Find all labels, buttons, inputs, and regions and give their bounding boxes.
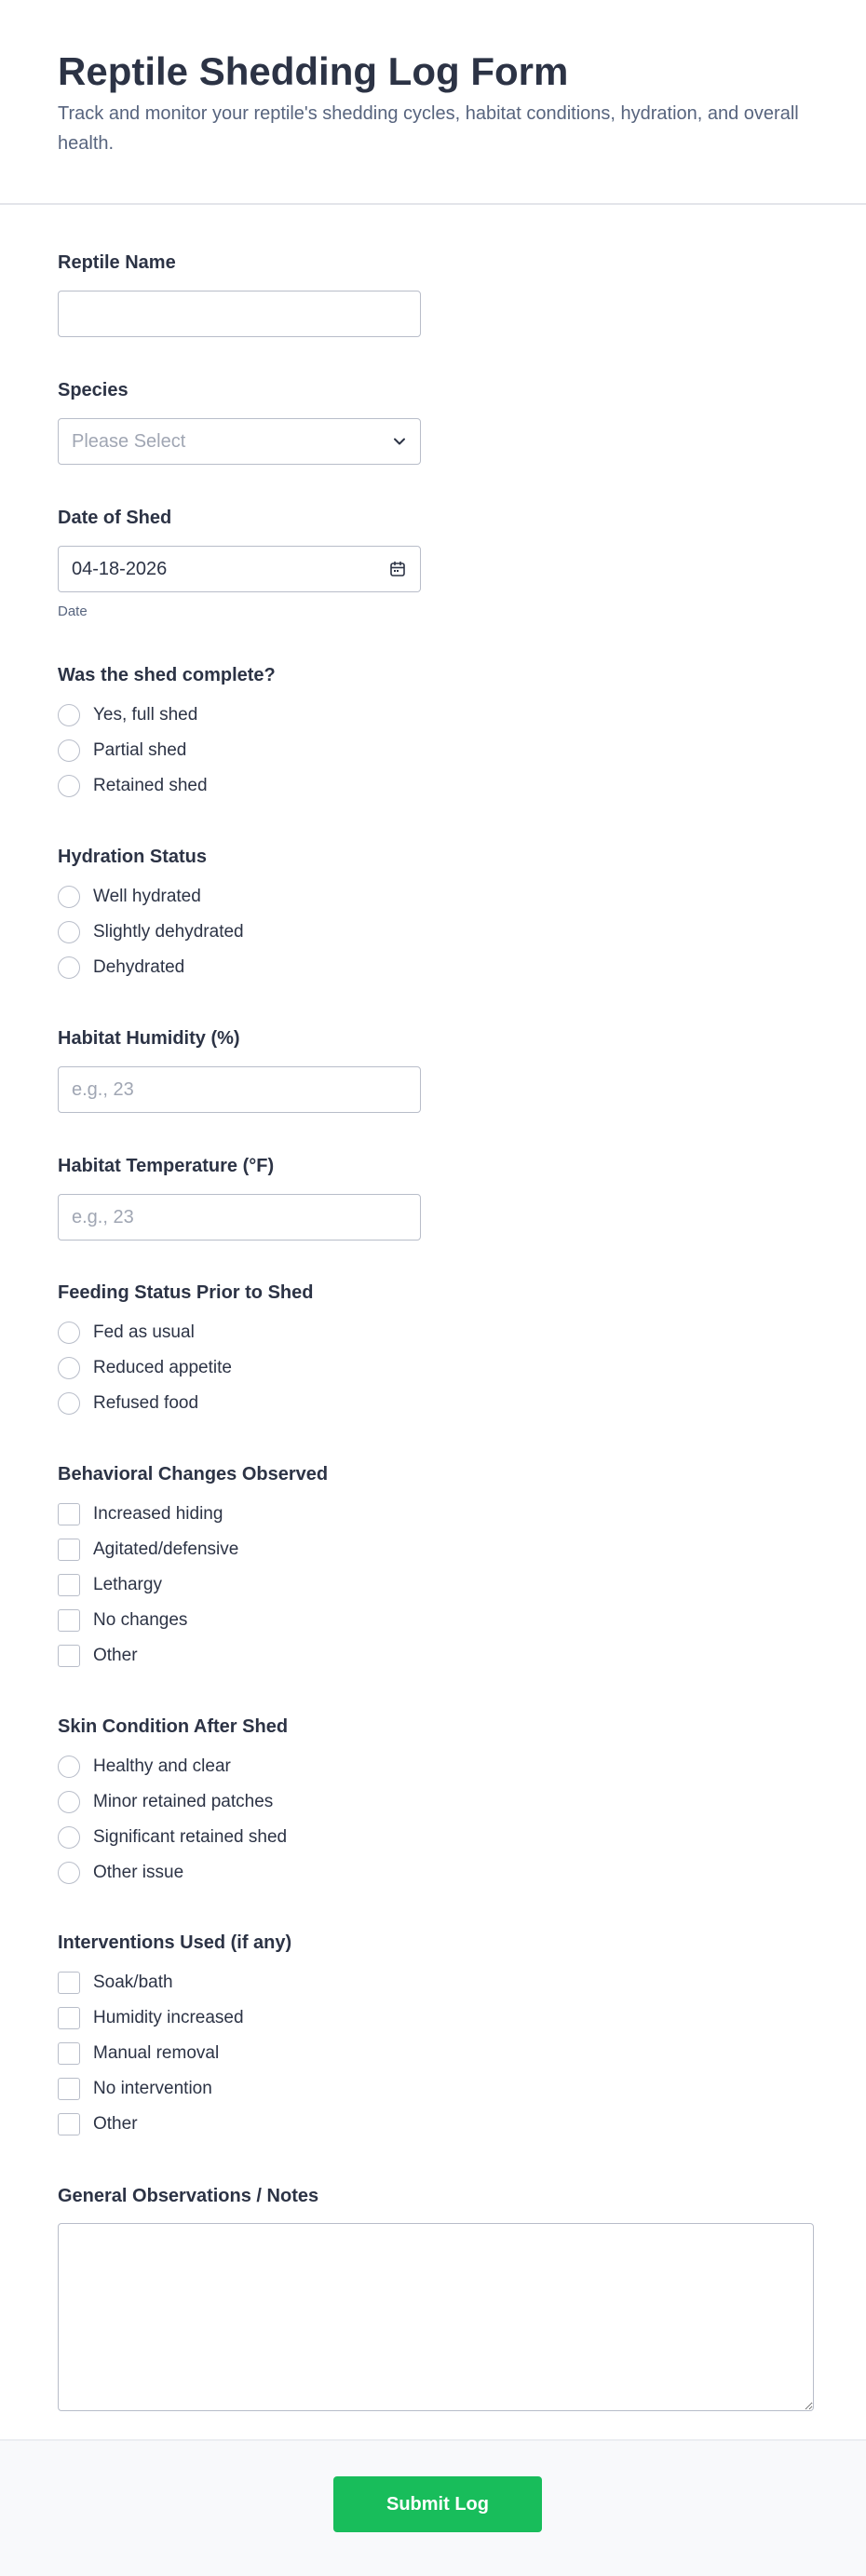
radio-button[interactable]	[58, 1357, 80, 1379]
option-label: Retained shed	[93, 776, 208, 795]
temperature-input[interactable]	[58, 1194, 421, 1241]
humidity-input[interactable]	[58, 1066, 421, 1113]
radio-button[interactable]	[58, 1392, 80, 1415]
option-label: Partial shed	[93, 740, 187, 760]
skin-option[interactable]	[58, 1753, 231, 1781]
checkbox[interactable]	[58, 2007, 80, 2029]
intervention-option[interactable]	[58, 2004, 244, 2032]
hydration-option[interactable]	[58, 918, 244, 946]
temperature-label: Habitat Temperature (°F)	[58, 1156, 275, 1176]
species-select[interactable]	[58, 418, 421, 465]
option-label: Increased hiding	[93, 1504, 223, 1524]
skin-label: Skin Condition After Shed	[58, 1716, 289, 1737]
behavior-field	[58, 1463, 812, 1677]
radio-button[interactable]	[58, 1756, 80, 1778]
checkbox[interactable]	[58, 2042, 80, 2065]
hydration-option[interactable]	[58, 883, 201, 911]
form-footer	[0, 2439, 866, 2576]
notes-label: General Observations / Notes	[58, 2186, 319, 2206]
date-of-shed-sublabel: Date	[58, 603, 88, 619]
radio-button[interactable]	[58, 775, 80, 797]
intervention-option[interactable]	[58, 2040, 219, 2068]
option-label: Significant retained shed	[93, 1827, 288, 1847]
reptile-name-label: Reptile Name	[58, 252, 176, 273]
option-label: No intervention	[93, 2079, 212, 2098]
skin-option[interactable]	[58, 1824, 287, 1851]
behavior-option[interactable]	[58, 1571, 162, 1599]
chevron-down-icon	[392, 434, 407, 449]
radio-button[interactable]	[58, 921, 80, 943]
radio-button[interactable]	[58, 956, 80, 979]
interventions-field	[58, 1932, 812, 2146]
option-label: Humidity increased	[93, 2008, 244, 2027]
date-of-shed-label: Date of Shed	[58, 508, 172, 528]
intervention-option[interactable]	[58, 2075, 212, 2103]
species-label: Species	[58, 380, 129, 400]
humidity-field	[58, 1027, 812, 1113]
option-label: Manual removal	[93, 2043, 220, 2063]
checkbox[interactable]	[58, 1574, 80, 1596]
checkbox[interactable]	[58, 1503, 80, 1525]
radio-button[interactable]	[58, 1322, 80, 1344]
feeding-field	[58, 1281, 812, 1421]
option-label: Other issue	[93, 1863, 184, 1882]
notes-field	[58, 2185, 812, 2418]
option-label: Agitated/defensive	[93, 1539, 239, 1559]
shed-complete-option[interactable]	[58, 772, 208, 800]
option-label: Fed as usual	[93, 1322, 195, 1342]
species-field	[58, 379, 812, 465]
option-label: Reduced appetite	[93, 1358, 232, 1377]
form-subtitle: Track and monitor your reptile's shedding cycles, habitat conditions, hydration, and overall health.	[58, 103, 799, 154]
option-label: Well hydrated	[93, 887, 201, 906]
option-label: Yes, full shed	[93, 705, 198, 725]
submit-button[interactable]: Submit Log	[333, 2476, 542, 2532]
option-label: Other	[93, 2114, 138, 2134]
reptile-name-input[interactable]	[58, 291, 421, 337]
radio-button[interactable]	[58, 1791, 80, 1813]
feeding-label: Feeding Status Prior to Shed	[58, 1282, 314, 1303]
radio-button[interactable]	[58, 886, 80, 908]
radio-button[interactable]	[58, 1862, 80, 1884]
reptile-name-field	[58, 251, 812, 337]
intervention-option[interactable]	[58, 2110, 138, 2138]
behavior-option[interactable]	[58, 1642, 138, 1670]
checkbox[interactable]	[58, 1609, 80, 1632]
date-of-shed-input[interactable]	[58, 546, 421, 592]
option-label: Lethargy	[93, 1575, 162, 1594]
radio-button[interactable]	[58, 739, 80, 762]
interventions-label: Interventions Used (if any)	[58, 1932, 292, 1953]
skin-field	[58, 1715, 812, 1892]
feeding-option[interactable]	[58, 1319, 195, 1347]
behavior-option[interactable]	[58, 1536, 238, 1564]
calendar-icon[interactable]	[388, 560, 407, 578]
option-label: Refused food	[93, 1393, 199, 1413]
radio-button[interactable]	[58, 704, 80, 726]
option-label: Minor retained patches	[93, 1792, 274, 1811]
checkbox[interactable]	[58, 1645, 80, 1667]
option-label: Slightly dehydrated	[93, 922, 244, 942]
hydration-option[interactable]	[58, 954, 184, 982]
checkbox[interactable]	[58, 1972, 80, 1994]
behavior-option[interactable]	[58, 1607, 187, 1634]
intervention-option[interactable]	[58, 1969, 173, 1997]
feeding-option[interactable]	[58, 1390, 198, 1417]
option-label: Healthy and clear	[93, 1756, 231, 1776]
humidity-label: Habitat Humidity (%)	[58, 1028, 240, 1049]
checkbox[interactable]	[58, 2078, 80, 2100]
form-title: Reptile Shedding Log Form	[58, 49, 569, 93]
behavior-label: Behavioral Changes Observed	[58, 1464, 329, 1485]
form-header	[0, 0, 866, 205]
checkbox[interactable]	[58, 2113, 80, 2135]
option-label: No changes	[93, 1610, 188, 1630]
option-label: Soak/bath	[93, 1973, 173, 1992]
hydration-label: Hydration Status	[58, 847, 208, 867]
shed-complete-option[interactable]	[58, 701, 197, 729]
temperature-field	[58, 1155, 812, 1241]
option-label: Other	[93, 1646, 138, 1665]
date-of-shed-field	[58, 507, 812, 628]
shed-complete-field	[58, 664, 812, 804]
notes-textarea[interactable]	[58, 2223, 814, 2411]
skin-option[interactable]	[58, 1859, 183, 1887]
shed-complete-label: Was the shed complete?	[58, 665, 276, 685]
skin-option[interactable]	[58, 1788, 273, 1816]
checkbox[interactable]	[58, 1539, 80, 1561]
shed-complete-option[interactable]	[58, 737, 186, 765]
radio-button[interactable]	[58, 1826, 80, 1849]
option-label: Dehydrated	[93, 957, 185, 977]
behavior-option[interactable]	[58, 1500, 223, 1528]
date-of-shed-value: 04-18-2026	[72, 559, 168, 579]
hydration-field	[58, 846, 812, 985]
feeding-option[interactable]	[58, 1354, 232, 1382]
species-select-placeholder: Please Select	[72, 431, 186, 452]
